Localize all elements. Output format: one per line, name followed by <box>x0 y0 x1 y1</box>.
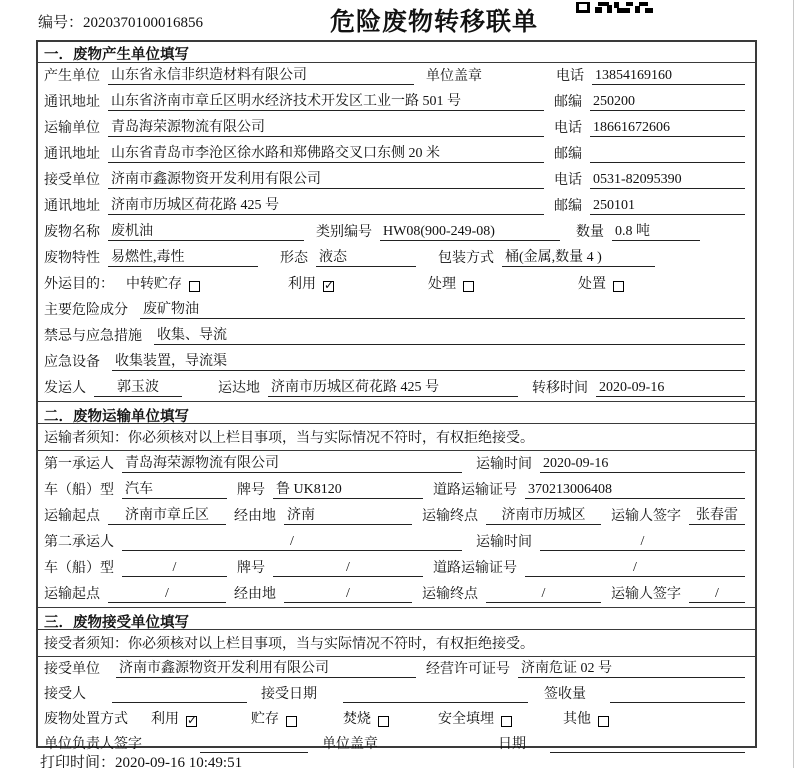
checkbox-checked-icon <box>186 716 197 727</box>
vehicle1-row <box>38 477 755 503</box>
purpose-option-dispose <box>578 273 624 293</box>
manifest-form <box>36 40 757 752</box>
receiver-zip-value: 250101 <box>590 198 745 215</box>
route-start-label: 运输起点 <box>44 587 100 602</box>
address-label: 通讯地址 <box>44 95 100 110</box>
vehicle2-permit-value: / <box>525 560 745 577</box>
producer-address-value: 山东省济南市章丘区明水经济技术开发区工业一路 501 号 <box>108 90 544 111</box>
carrier1-value: 青岛海荣源物流有限公司 <box>122 452 462 473</box>
carrier-sign-label: 运输人签字 <box>611 587 681 602</box>
producer-row <box>38 63 755 89</box>
date-value <box>550 752 745 753</box>
checkbox-unchecked-icon <box>378 716 389 727</box>
disposal-method-row <box>38 707 755 732</box>
purpose-option-label: 利用 <box>288 277 316 292</box>
route2-row <box>38 581 755 607</box>
acceptor-value <box>112 702 247 703</box>
print-time-label: 打印时间： <box>40 755 116 768</box>
quantity-value: 0.8 吨 <box>612 220 700 241</box>
permit-label: 道路运输证号 <box>433 483 517 498</box>
print-time-value: 2020-09-16 10:49:51 <box>115 755 243 768</box>
phone-label: 电话 <box>556 69 584 84</box>
receiver-phone-value: 0531-82095390 <box>590 172 745 189</box>
waste-traits-row <box>38 245 755 271</box>
method-option-label: 贮存 <box>251 712 279 727</box>
license-label: 经营许可证号 <box>426 662 510 677</box>
category-value: HW08(900-249-08) <box>380 224 560 241</box>
route-via-label: 经由地 <box>234 509 276 524</box>
page-title: 危险废物转移联单 <box>330 8 539 36</box>
route-start-label: 运输起点 <box>44 509 100 524</box>
equipment-row <box>38 349 755 375</box>
purpose-option-label: 处理 <box>428 277 456 292</box>
route2-sign-value: / <box>689 586 745 603</box>
zip-label: 邮编 <box>554 147 582 162</box>
transport-time-label: 运输时间 <box>476 457 532 472</box>
accept-unit-value: 济南市鑫源物资开发利用有限公司 <box>116 657 416 678</box>
vehicle1-plate-value: 鲁 UK8120 <box>273 478 423 499</box>
carrier2-label: 第二承运人 <box>44 535 114 550</box>
producer-label: 产生单位 <box>44 69 100 84</box>
transporter-phone-value: 18661672606 <box>590 120 745 137</box>
transporter-value: 青岛海荣源物流有限公司 <box>108 116 544 137</box>
waste-traits-value: 易燃性,毒性 <box>108 246 258 267</box>
unit-seal-label: 单位盖章 <box>322 737 378 752</box>
address-label: 通讯地址 <box>44 199 100 214</box>
receiver-row <box>38 167 755 193</box>
destination-value: 济南市历城区荷花路 425 号 <box>268 376 518 397</box>
transporter-row <box>38 115 755 141</box>
receiver-address-row <box>38 193 755 219</box>
receiver-label: 接受单位 <box>44 173 100 188</box>
seal-label: 单位盖章 <box>426 69 482 84</box>
checkbox-unchecked-icon <box>613 281 624 292</box>
vehicle2-plate-value: / <box>273 560 423 577</box>
checkbox-unchecked-icon <box>501 716 512 727</box>
transporter-label: 运输单位 <box>44 121 100 136</box>
hazard-value: 废矿物油 <box>140 298 745 319</box>
equipment-label: 应急设备 <box>44 355 100 370</box>
dispatcher-value: 郭玉波 <box>94 376 182 397</box>
vehicle1-permit-value: 370213006408 <box>525 482 745 499</box>
route-end-label: 运输终点 <box>422 587 478 602</box>
route1-sign-value: 张春雷 <box>689 504 745 525</box>
emergency-row <box>38 323 755 349</box>
license-value: 济南危证 02 号 <box>518 657 745 678</box>
packaging-label: 包装方式 <box>438 251 494 266</box>
carrier2-value: / <box>122 534 462 551</box>
method-option-label: 其他 <box>563 712 591 727</box>
route1-start-value: 济南市章丘区 <box>108 504 226 525</box>
route2-start-value: / <box>108 586 226 603</box>
vehicle-type-label: 车（船）型 <box>44 561 114 576</box>
purpose-row <box>38 271 755 297</box>
method-option-store <box>251 708 343 728</box>
checkbox-unchecked-icon <box>598 716 609 727</box>
method-option-other <box>563 708 609 728</box>
purpose-option-reuse <box>288 273 428 293</box>
quantity-label: 数量 <box>576 225 604 240</box>
phone-label: 电话 <box>554 173 582 188</box>
received-qty-label: 签收量 <box>544 687 586 702</box>
document-number-value: 2020370100016856 <box>83 15 204 31</box>
acceptor-label: 接受人 <box>44 687 86 702</box>
route2-end-value: / <box>486 586 601 603</box>
emergency-value: 收集、导流 <box>154 324 745 345</box>
address-label: 通讯地址 <box>44 147 100 162</box>
zip-label: 邮编 <box>554 199 582 214</box>
route1-row <box>38 503 755 529</box>
section3-title: 三．废物接受单位填写 <box>38 607 755 630</box>
method-option-landfill <box>438 708 563 728</box>
carrier2-time-value: / <box>540 534 745 551</box>
receiver-notice: 接受者须知：你必须核对以上栏目事项，当与实际情况不符时，有权拒绝接受。 <box>38 630 755 657</box>
route1-via-value: 济南 <box>284 504 412 525</box>
producer-phone-value: 13854169160 <box>592 68 745 85</box>
transporter-address-row <box>38 141 755 167</box>
zip-label: 邮编 <box>554 95 582 110</box>
transporter-address-value: 山东省青岛市李沧区徐水路和郑佛路交叉口东侧 20 米 <box>108 142 544 163</box>
form-value: 液态 <box>316 246 416 267</box>
route1-end-value: 济南市历城区 <box>486 504 601 525</box>
transfer-time-label: 转移时间 <box>532 381 588 396</box>
date-label: 日期 <box>498 737 526 752</box>
plate-label: 牌号 <box>237 483 265 498</box>
waste-name-value: 废机油 <box>108 220 304 241</box>
disposal-method-label: 废物处置方式 <box>44 712 128 727</box>
method-option-incinerate <box>343 708 438 728</box>
carrier2-row <box>38 529 755 555</box>
purpose-option-transfer <box>126 273 288 293</box>
accept-date-label: 接受日期 <box>261 687 317 702</box>
vehicle2-row <box>38 555 755 581</box>
vehicle2-type-value: / <box>122 560 227 577</box>
route-end-label: 运输终点 <box>422 509 478 524</box>
hazard-row <box>38 297 755 323</box>
carrier1-label: 第一承运人 <box>44 457 114 472</box>
section2-title: 二．废物运输单位填写 <box>38 401 755 424</box>
transporter-zip-value <box>590 162 745 163</box>
method-option-reuse <box>151 708 251 728</box>
checkbox-unchecked-icon <box>286 716 297 727</box>
qr-code-fragment-icon <box>576 0 654 18</box>
carrier1-row <box>38 451 755 477</box>
transport-time-label: 运输时间 <box>476 535 532 550</box>
hazard-label: 主要危险成分 <box>44 303 128 318</box>
carrier-sign-label: 运输人签字 <box>611 509 681 524</box>
carrier1-time-value: 2020-09-16 <box>540 456 745 473</box>
plate-label: 牌号 <box>237 561 265 576</box>
producer-value: 山东省永信非织造材料有限公司 <box>108 64 414 85</box>
receiver-address-value: 济南市历城区荷花路 425 号 <box>108 194 544 215</box>
producer-zip-value: 250200 <box>590 94 745 111</box>
dispatcher-label: 发运人 <box>44 381 86 396</box>
permit-label: 道路运输证号 <box>433 561 517 576</box>
checkbox-checked-icon <box>323 281 334 292</box>
packaging-value: 桶(金属,数量 4 ) <box>502 246 655 267</box>
form-label: 形态 <box>280 251 308 266</box>
route-via-label: 经由地 <box>234 587 276 602</box>
vehicle-type-label: 车（船）型 <box>44 483 114 498</box>
method-option-label: 焚烧 <box>343 712 371 727</box>
accept-unit-label: 接受单位 <box>44 662 100 677</box>
accept-date-value <box>343 702 528 703</box>
phone-label: 电话 <box>554 121 582 136</box>
category-label: 类别编号 <box>316 225 372 240</box>
purpose-label: 外运目的： <box>44 277 114 292</box>
transporter-notice: 运输者须知：你必须核对以上栏目事项，当与实际情况不符时，有权拒绝接受。 <box>38 424 755 451</box>
receiver-value: 济南市鑫源物资开发利用有限公司 <box>108 168 544 189</box>
section1-title: 一．废物产生单位填写 <box>38 42 755 63</box>
document-number-label: 编号： <box>38 15 84 31</box>
acceptor-row <box>38 682 755 707</box>
waste-name-row <box>38 219 755 245</box>
accept-unit-row <box>38 657 755 682</box>
responsible-sign-label: 单位负责人签字 <box>44 737 142 752</box>
document-number <box>38 11 203 32</box>
emergency-label: 禁忌与应急措施 <box>44 329 142 344</box>
equipment-value: 收集装置，导流渠 <box>112 350 745 371</box>
destination-label: 运达地 <box>218 381 260 396</box>
route2-via-value: / <box>284 586 412 603</box>
vehicle1-type-value: 汽车 <box>122 478 227 499</box>
print-time <box>40 751 242 768</box>
purpose-option-label: 处置 <box>578 277 606 292</box>
page-edge-divider <box>793 0 794 768</box>
dispatch-row <box>38 375 755 401</box>
purpose-option-treat <box>428 273 578 293</box>
received-qty-value <box>610 702 745 703</box>
method-option-label: 安全填埋 <box>438 712 494 727</box>
waste-traits-label: 废物特性 <box>44 251 100 266</box>
checkbox-unchecked-icon <box>463 281 474 292</box>
purpose-option-label: 中转贮存 <box>126 277 182 292</box>
transfer-time-value: 2020-09-16 <box>596 380 745 397</box>
waste-name-label: 废物名称 <box>44 225 100 240</box>
method-option-label: 利用 <box>151 712 179 727</box>
checkbox-unchecked-icon <box>189 281 200 292</box>
producer-address-row <box>38 89 755 115</box>
